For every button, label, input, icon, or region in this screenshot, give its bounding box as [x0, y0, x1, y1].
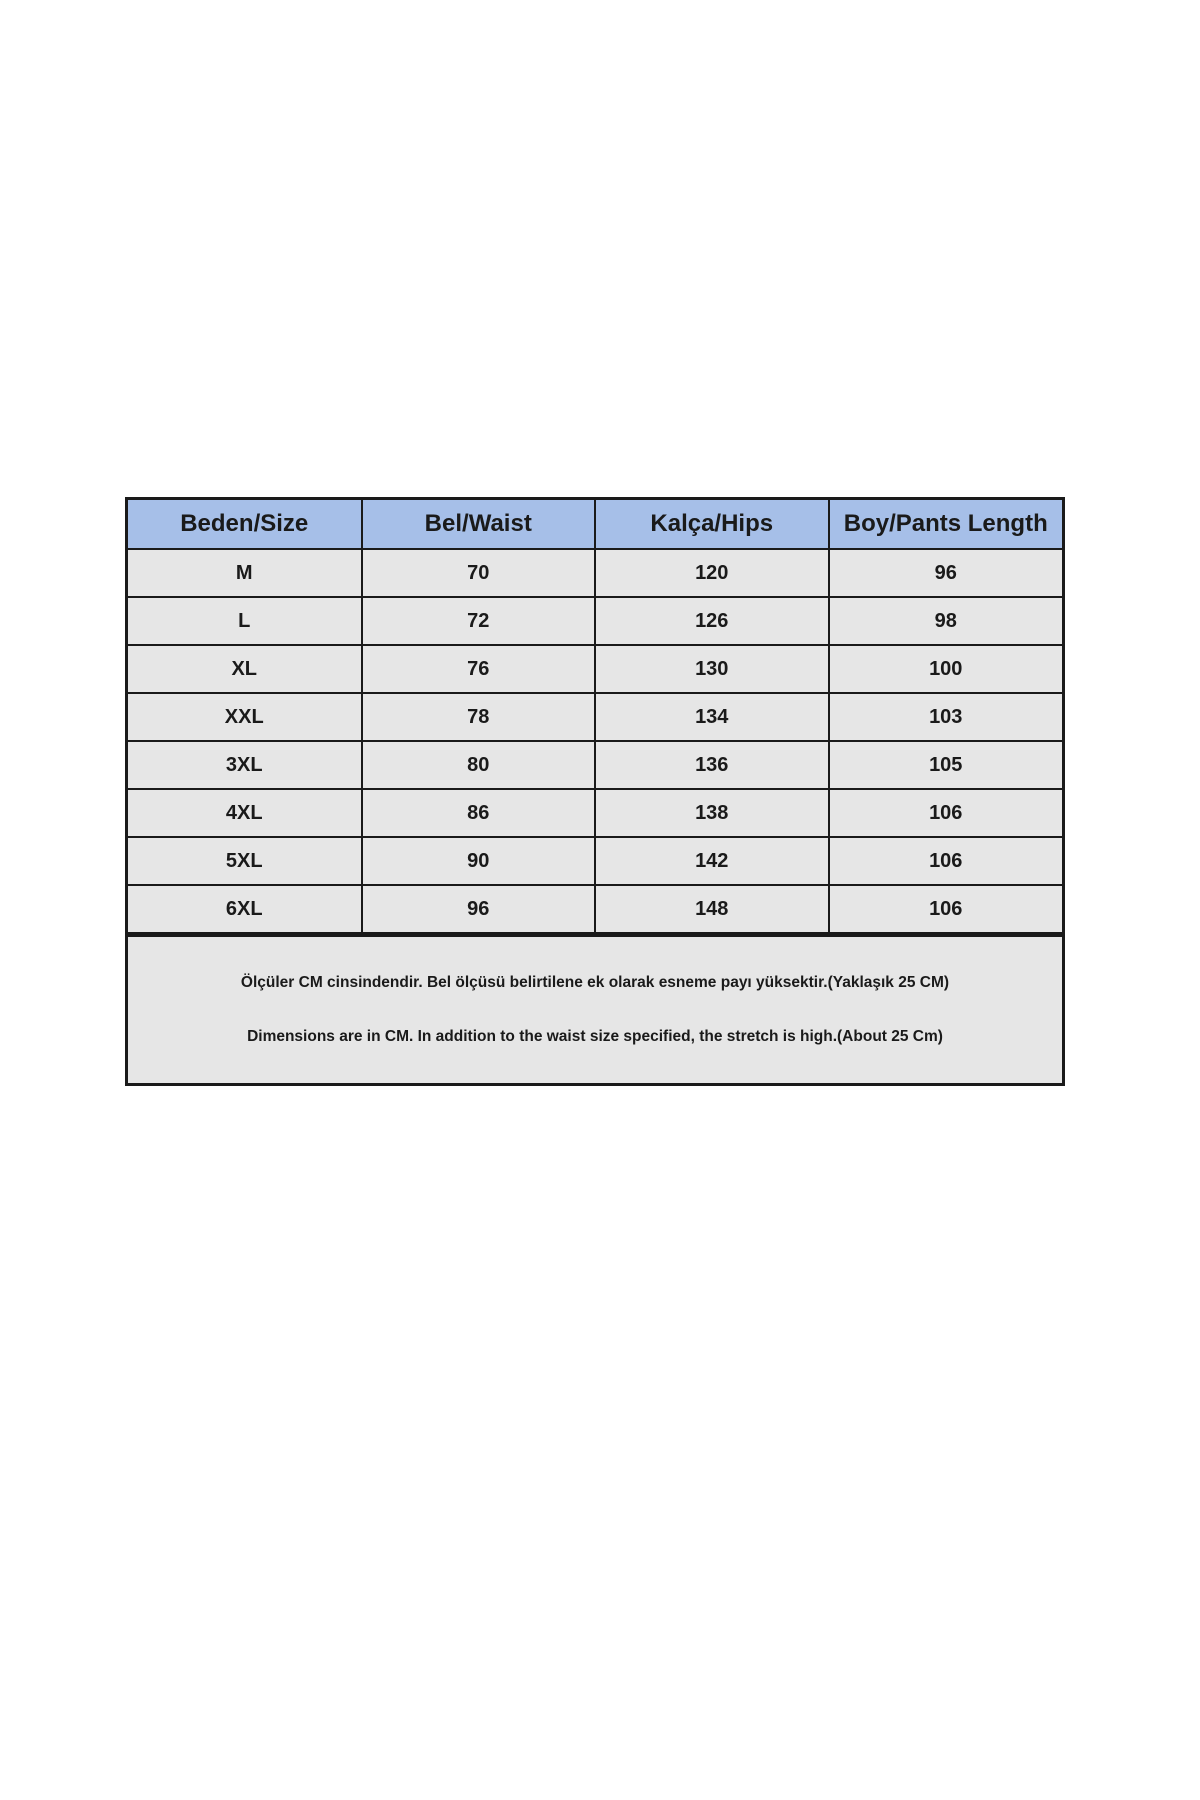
cell-pants-length: 100	[829, 645, 1063, 693]
cell-size: XXL	[128, 693, 362, 741]
cell-waist: 86	[362, 789, 596, 837]
table-header-row	[128, 500, 1062, 549]
header-size: Beden/Size	[128, 500, 362, 549]
table-row	[128, 645, 1062, 693]
table-row	[128, 549, 1062, 597]
table-row	[128, 741, 1062, 789]
cell-size: 6XL	[128, 885, 362, 933]
cell-size: XL	[128, 645, 362, 693]
cell-hips: 120	[595, 549, 829, 597]
measurement-note	[128, 934, 1062, 1083]
cell-hips: 134	[595, 693, 829, 741]
cell-pants-length: 106	[829, 789, 1063, 837]
header-pants-length: Boy/Pants Length	[829, 500, 1063, 549]
cell-hips: 148	[595, 885, 829, 933]
size-table	[128, 500, 1062, 934]
cell-waist: 78	[362, 693, 596, 741]
cell-waist: 90	[362, 837, 596, 885]
header-hips: Kalça/Hips	[595, 500, 829, 549]
cell-size: 4XL	[128, 789, 362, 837]
table-row	[128, 885, 1062, 933]
note-english: Dimensions are in CM. In addition to the waist size specified, the stretch is high.(About 25 Cm)	[247, 1028, 943, 1045]
cell-waist: 72	[362, 597, 596, 645]
cell-pants-length: 106	[829, 837, 1063, 885]
cell-size: L	[128, 597, 362, 645]
cell-waist: 76	[362, 645, 596, 693]
note-turkish: Ölçüler CM cinsindendir. Bel ölçüsü belirtilene ek olarak esneme payı yüksektir.(Yaklaşık 25 CM)	[240, 974, 950, 991]
cell-waist: 70	[362, 549, 596, 597]
cell-size: 5XL	[128, 837, 362, 885]
table-row	[128, 597, 1062, 645]
cell-hips: 138	[595, 789, 829, 837]
cell-hips: 126	[595, 597, 829, 645]
table-row	[128, 693, 1062, 741]
header-waist: Bel/Waist	[362, 500, 596, 549]
cell-pants-length: 103	[829, 693, 1063, 741]
cell-pants-length: 106	[829, 885, 1063, 933]
cell-size: 3XL	[128, 741, 362, 789]
cell-hips: 136	[595, 741, 829, 789]
cell-pants-length: 98	[829, 597, 1063, 645]
cell-hips: 130	[595, 645, 829, 693]
cell-size: M	[128, 549, 362, 597]
table-row	[128, 789, 1062, 837]
cell-waist: 80	[362, 741, 596, 789]
cell-pants-length: 105	[829, 741, 1063, 789]
table-row	[128, 837, 1062, 885]
cell-hips: 142	[595, 837, 829, 885]
size-chart	[125, 497, 1065, 1086]
cell-pants-length: 96	[829, 549, 1063, 597]
cell-waist: 96	[362, 885, 596, 933]
